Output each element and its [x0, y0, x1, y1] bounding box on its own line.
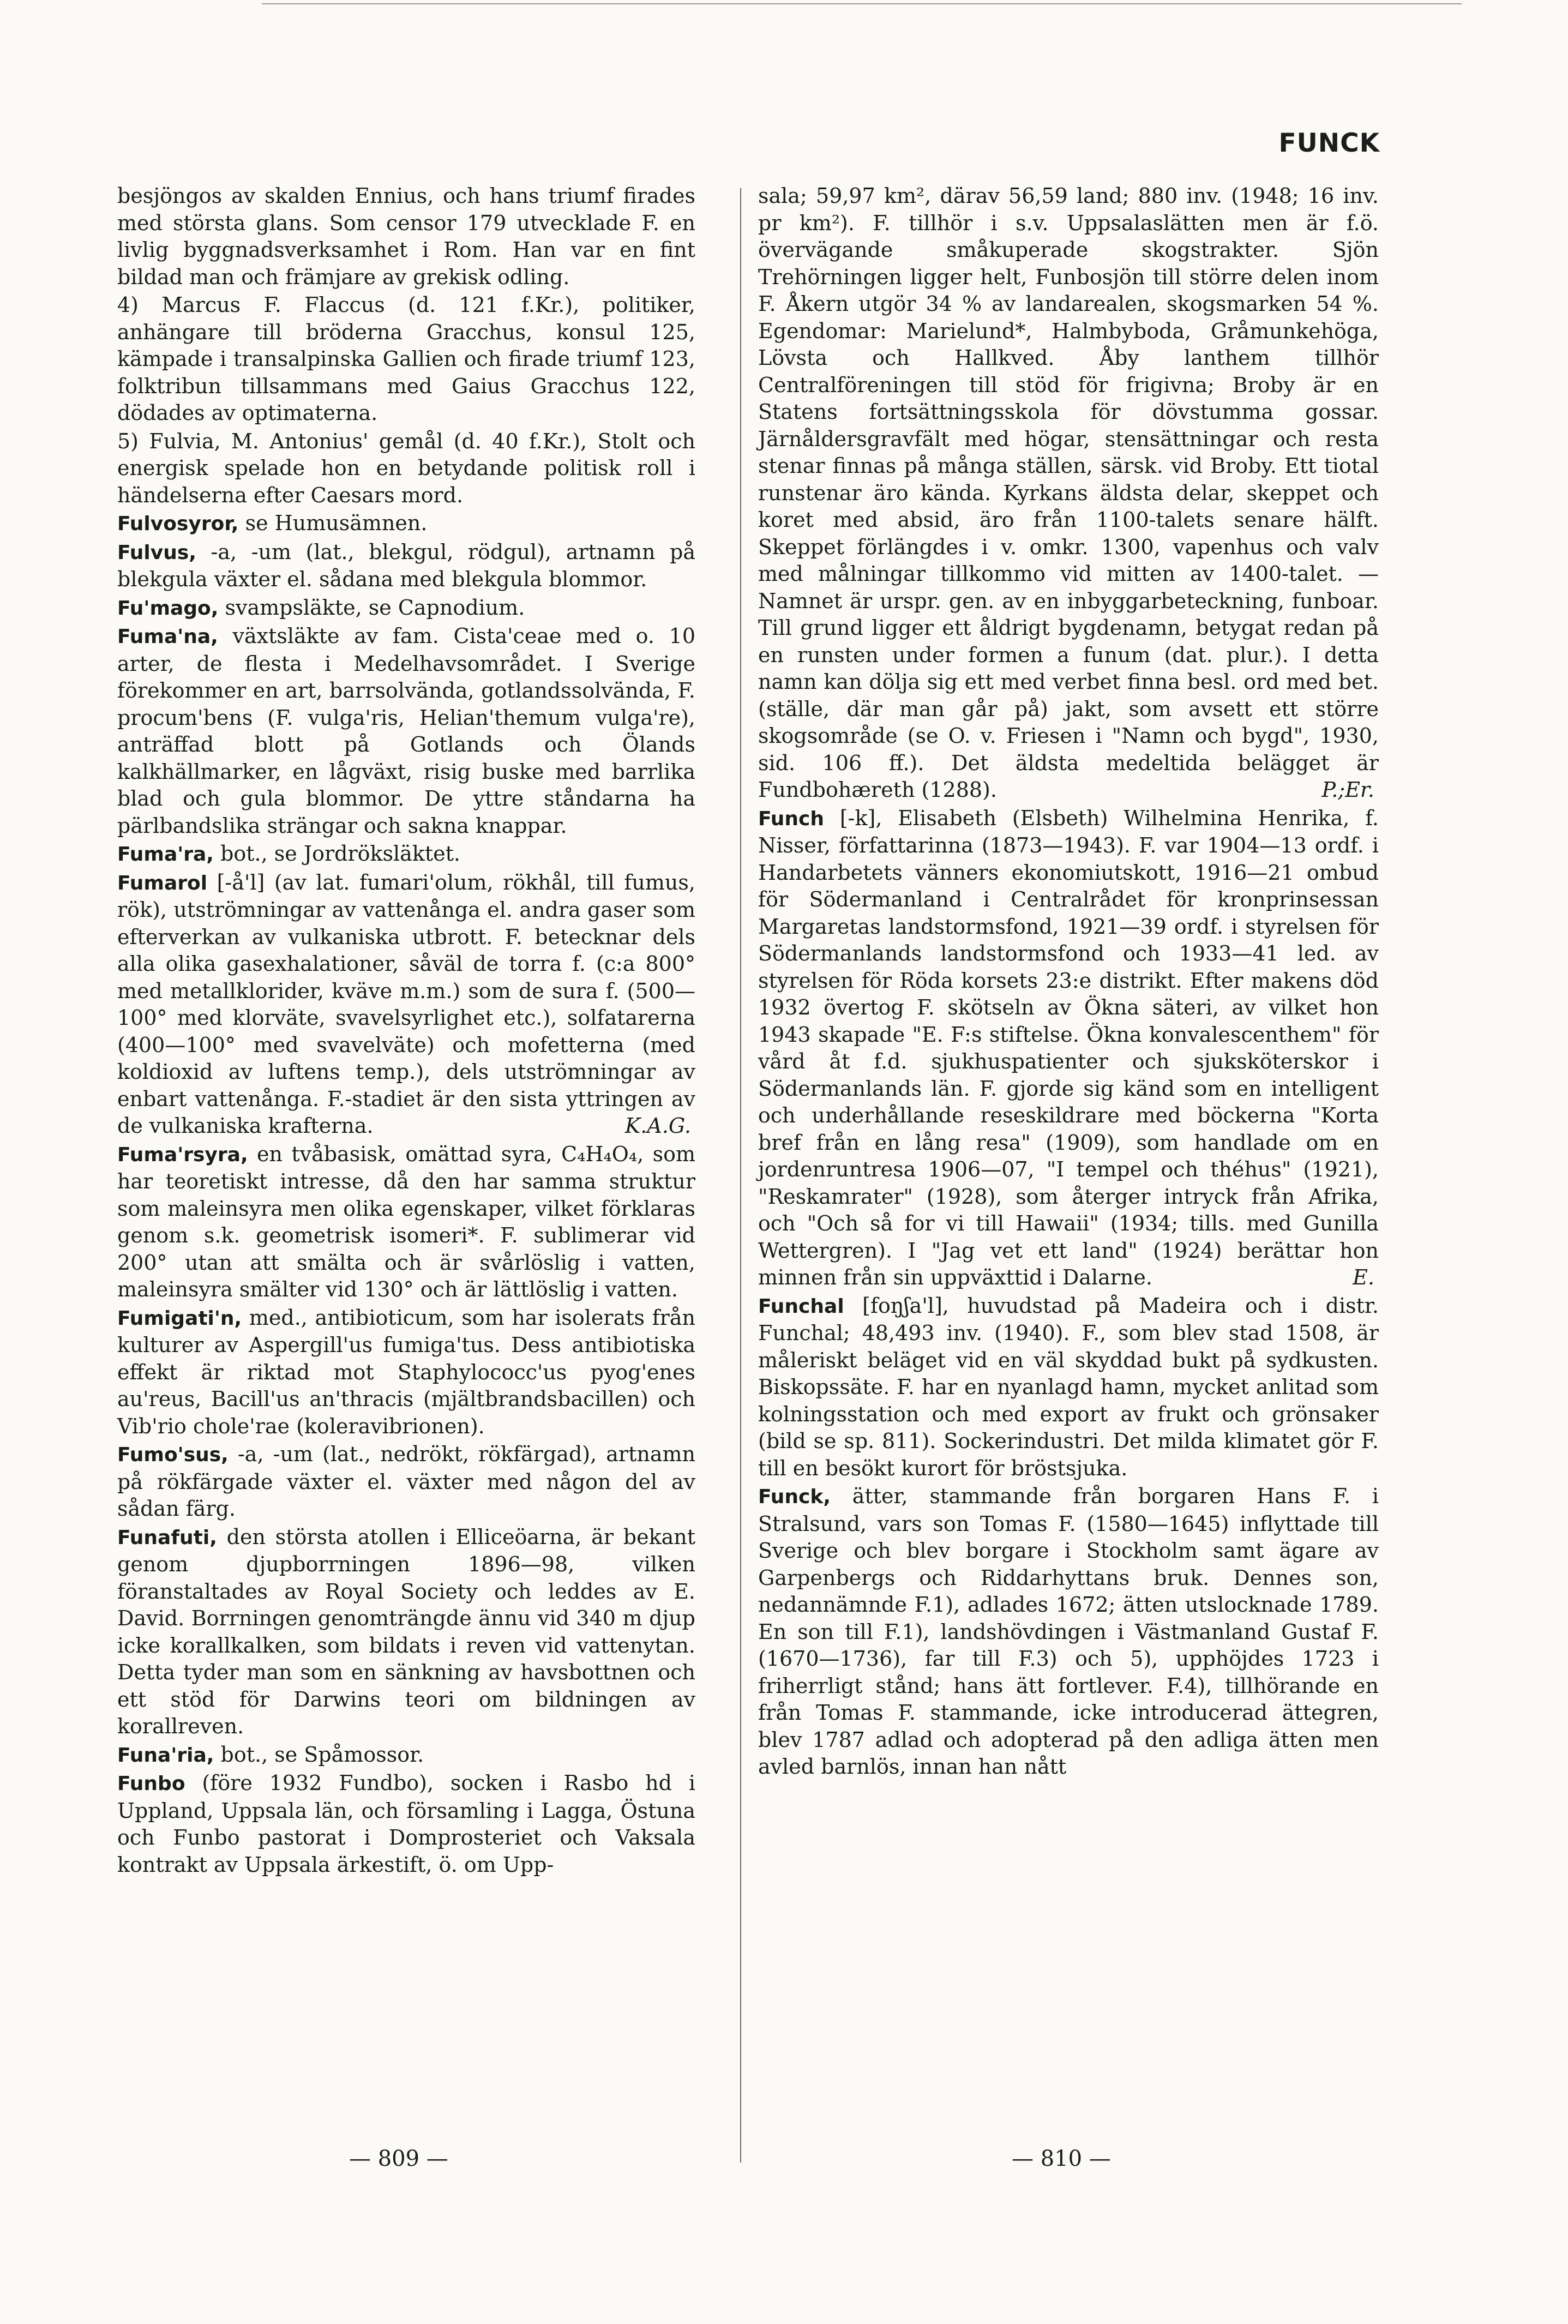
entry-headword: Funafuti, — [117, 1526, 217, 1549]
entry-text: 5) Fulvia, M. Antonius' gemål (d. 40 f.Kr.), Stolt och energisk spelade hon en betydande politisk roll i händelserna efter Caesars mord. — [117, 429, 695, 507]
entry-text: se Humusämnen. — [238, 511, 428, 535]
dictionary-entry — [117, 840, 695, 868]
dictionary-entry — [117, 539, 695, 593]
entry-text: ätter, stammande från borgaren Hans F. i Stralsund, vars son Tomas F. (1580—1645) inflyttade till Sverige och blev borgare i Stockholm samt ägare av Garpenbergs och Riddarhyttans bruk. Dennes son, nedannämnde F.1), adlades 1672; ätten utslocknade 1789. En son till F.1), landshövdingen i Västmanland Gustaf F. (1670—1736), far till F.3) och 5), upphöjdes 1723 i friherrligt stånd; hans ätt fortlever. F.4), tillhörande en från Tomas F. stammande, icke introducerad ättegren, blev 1787 adlad och adopterad på den adliga ätten men avled barnlös, innan han nått — [758, 1484, 1379, 1779]
dictionary-entry — [117, 594, 695, 622]
dictionary-entry — [758, 805, 1379, 1292]
dictionary-entry — [758, 183, 1379, 804]
dictionary-entry — [117, 869, 695, 1140]
dictionary-entry — [117, 510, 695, 538]
entry-headword: Funch — [758, 807, 825, 830]
entry-text: den största atollen i Elliceöarna, är bekant genom djupborrningen 1896—98, vilken föranstaltades av Royal Society och leddes av E. David. Borrningen genomträngde ännu vid 340 m djup icke korallkalken, som bildats i reven vid vattenytan. Detta tyder man som en sänkning av havsbottnen och ett stöd för Darwins teori om bildningen av korallreven. — [117, 1524, 695, 1738]
entry-headword: Fuma'ra, — [117, 843, 214, 866]
entry-headword: Funchal — [758, 1295, 844, 1318]
dictionary-entry — [117, 183, 695, 291]
dictionary-entry — [117, 1742, 695, 1769]
dictionary-entry — [117, 623, 695, 839]
dictionary-entry — [117, 428, 695, 509]
dictionary-entry — [758, 1483, 1379, 1781]
entry-text: (före 1932 Fundbo), socken i Rasbo hd i Uppland, Uppsala län, och församling i Lagga, Östuna och Funbo pastorat i Domprosteriet och Vaksala kontrakt av Uppsala ärkestift, ö. om Upp- — [117, 1771, 695, 1877]
author-signature: E. — [1353, 1265, 1374, 1289]
entry-headword: Fuma'na, — [117, 626, 218, 648]
entry-headword: Fumarol — [117, 872, 208, 894]
dictionary-entry — [117, 1524, 695, 1740]
author-signature: K.A.G. — [624, 1114, 691, 1138]
column-divider — [740, 188, 741, 2163]
dictionary-entry — [758, 1293, 1379, 1482]
entry-headword: Funbo — [117, 1773, 185, 1795]
entry-text: bot., se Jordröksläktet. — [213, 842, 460, 866]
entry-text: -a, -um (lat., blekgul, rödgul), artnamn på blekgula växter el. sådana med blekgula blommor. — [117, 539, 695, 591]
entry-headword: Funck, — [758, 1486, 831, 1508]
entry-headword: Fu'mago, — [117, 597, 219, 620]
entry-headword: Funa'ria, — [117, 1744, 214, 1767]
column-right — [758, 183, 1379, 1782]
page-header — [0, 0, 1568, 175]
author-signature: P.;Er. — [1321, 778, 1374, 802]
entry-text: svampsläkte, se Capnodium. — [218, 595, 525, 620]
entry-text: [-k], Elisabeth (Elsbeth) Wilhelmina Henrika, f. Nisser, författarinna (1873—1943). F. var 1904—13 ordf. i Handarbetets vänners ekonomiutskott, 1916—21 ombud för Södermanland i Centralrådet för kronprinsessan Margaretas landstormsfond, 1921—39 ordf. i styrelsen för Södermanlands landstormsfond och 1933—41 led. av styrelsen för Röda korsets 23:e distrikt. Efter makens död 1932 övertog F. skötseln av Ökna säteri, av vilket hon 1943 skapade "E. F:s stiftelse. Ökna konvalescenthem" för vård åt f.d. sjukhuspatienter och sjuksköterskor i Södermanlands län. F. gjorde sig känd som en intelligent och underhållande reseskildrare med böckerna "Korta bref från en lång resa" (1909), som handlade om en jordenruntresa 1906—07, "I tempel och théhus" (1921), "Reskamrater" (1928), som återger intryck från Afrika, och "Och så for vi till Hawaii" (1934; tills. med Gunilla Wettergren). I "Jag vet ett land" (1924) berättar hon minnen från sin uppväxttid i Dalarne. — [758, 806, 1379, 1289]
column-left — [117, 183, 695, 1879]
entry-text: sala; 59,97 km², därav 56,59 land; 880 inv. (1948; 16 inv. pr km²). F. tillhör i s.v. Uppsalaslätten men är f.ö. övervägande småkuperade skogstrakter. Sjön Trehörningen ligger helt, Funbosjön till större delen inom F. Åkern utgör 34 % av landarealen, skogsmarken 54 %. Egendomar: Marielund*, Halmbyboda, Gråmunkehöga, Lövsta och Hallkved. Åby lanthem tillhör Centralföreningen till stöd för frigivna; Broby är en Statens fortsättningsskola för dövstumma gossar. Järnåldersgravfält med högar, stensättningar och resta stenar finnas på många ställen, särsk. vid Broby. Ett tiotal runstenar äro kända. Kyrkans äldsta delar, skeppet och koret med absid, äro från 1100-talets senare hälft. Skeppet förlängdes i v. omkr. 1300, vapenhus och valv med målningar tillkommo vid mitten av 1400-talet. — Namnet är urspr. gen. av en inbyggarbeteckning, funboar. Till grund ligger ett åldrigt bygdenamn, betygat redan på en runsten under formen a funum (dat. plur.). I detta namn kan dölja sig ett med verbet finna besl. ord med bet. (ställe, där man går på) jakt, som avsett ett större skogsområde (se O. v. Friesen i "Namn och bygd", 1930, sid. 106 ff.). Det äldsta medeltida belägget är Fundbohæreth (1288). — [758, 184, 1379, 802]
dictionary-entry — [117, 1305, 695, 1440]
entry-headword: Fumigati'n, — [117, 1307, 242, 1330]
entry-text: med., antibioticum, som har isolerats från kulturer av Aspergill'us fumiga'tus. Dess antibiotiska effekt är riktad mot Staphylococc'us pyog'enes au'reus, Bacill'us an'thracis (mjältbrandsbacillen) och Vib'rio chole'rae (koleravibrionen). — [117, 1305, 695, 1438]
entry-headword: Fulvus, — [117, 541, 196, 564]
page-number-left: — 809 — — [349, 2146, 448, 2171]
running-head: FUNCK — [1278, 128, 1380, 158]
page-number-right: — 810 — — [1012, 2146, 1111, 2171]
entry-text: en tvåbasisk, omättad syra, C₄H₄O₄, som har teoretiskt intresse, då den har samma struktur som maleinsyra men olika egenskaper, vilket förklaras genom s.k. geometrisk isomeri*. F. sublimerar vid 200° utan att smälta och är svårlöslig i vatten, maleinsyra smälter vid 130° och är lättlöslig i vatten. — [117, 1142, 695, 1301]
dictionary-entry — [117, 1441, 695, 1523]
entry-text: växtsläkte av fam. Cista'ceae med o. 10 arter, de flesta i Medelhavsområdet. I Sverige förekommer en art, barrsolvända, gotlandssolvända, F. procum'bens (F. vulga'ris, Helian'themum vulga're), anträffad blott på Gotlands och Ölands kalkhällmarker, en lågväxt, risig buske med barrlika blad och gula blommor. De yttre ståndarna ha pärlbandslika strängar och sakna knappar. — [117, 624, 695, 838]
entry-text: -a, -um (lat., nedrökt, rökfärgad), artnamn på rökfärgade växter el. växter med någon del av sådan färg. — [117, 1442, 695, 1521]
entry-text: 4) Marcus F. Flaccus (d. 121 f.Kr.), politiker, anhängare till bröderna Gracchus, konsul 125, kämpade i transalpinska Gallien och firade triumf 123, folktribun tillsammans med Gaius Gracchus 122, dödades av optimaterna. — [117, 293, 695, 425]
entry-headword: Fuma'rsyra, — [117, 1143, 248, 1166]
dictionary-entry — [117, 292, 695, 427]
scan-mark — [262, 3, 1462, 4]
entry-headword: Fulvosyror, — [117, 513, 239, 535]
entry-text: bot., se Spåmossor. — [214, 1742, 424, 1767]
dictionary-entry — [117, 1770, 695, 1878]
entry-headword: Fumo'sus, — [117, 1444, 229, 1466]
entry-text: [-å'l] (av lat. fumari'olum, rökhål, till fumus, rök), utströmningar av vattenånga el. andra gaser som efterverkan av vulkaniska utbrott. F. betecknar dels alla olika gasexhalationer, såväl de torra f. (c:a 800° med metallklorider, kväve m.m.) som de sura f. (500—100° med klorväte, svavelsyrlighet etc.), solfatarerna (400—100° med svavelväte) och mofetterna (med koldioxid av luftens temp.), dels utströmningar av enbart vattenånga. F.-stadiet är den sista yttringen av de vulkaniska krafterna. — [117, 870, 695, 1138]
dictionary-entry — [117, 1141, 695, 1304]
entry-text: besjöngos av skalden Ennius, och hans triumf firades med största glans. Som censor 179 utvecklade F. en livlig byggnadsverksamhet i Rom. Han var en fint bildad man och främjare av grekisk odling. — [117, 184, 695, 289]
entry-text: [foŋʃa'l], huvudstad på Madeira och i distr. Funchal; 48,493 inv. (1940). F., som blev stad 1508, är måleriskt beläget vid en väl skyddad bukt på sydkusten. Biskopssäte. F. har en nyanlagd hamn, mycket anlitad som kolningsstation och med export av frukt och grönsaker (bild se sp. 811). Sockerindustri. Det milda klimatet gör F. till en besökt kurort för bröstsjuka. — [758, 1293, 1379, 1480]
